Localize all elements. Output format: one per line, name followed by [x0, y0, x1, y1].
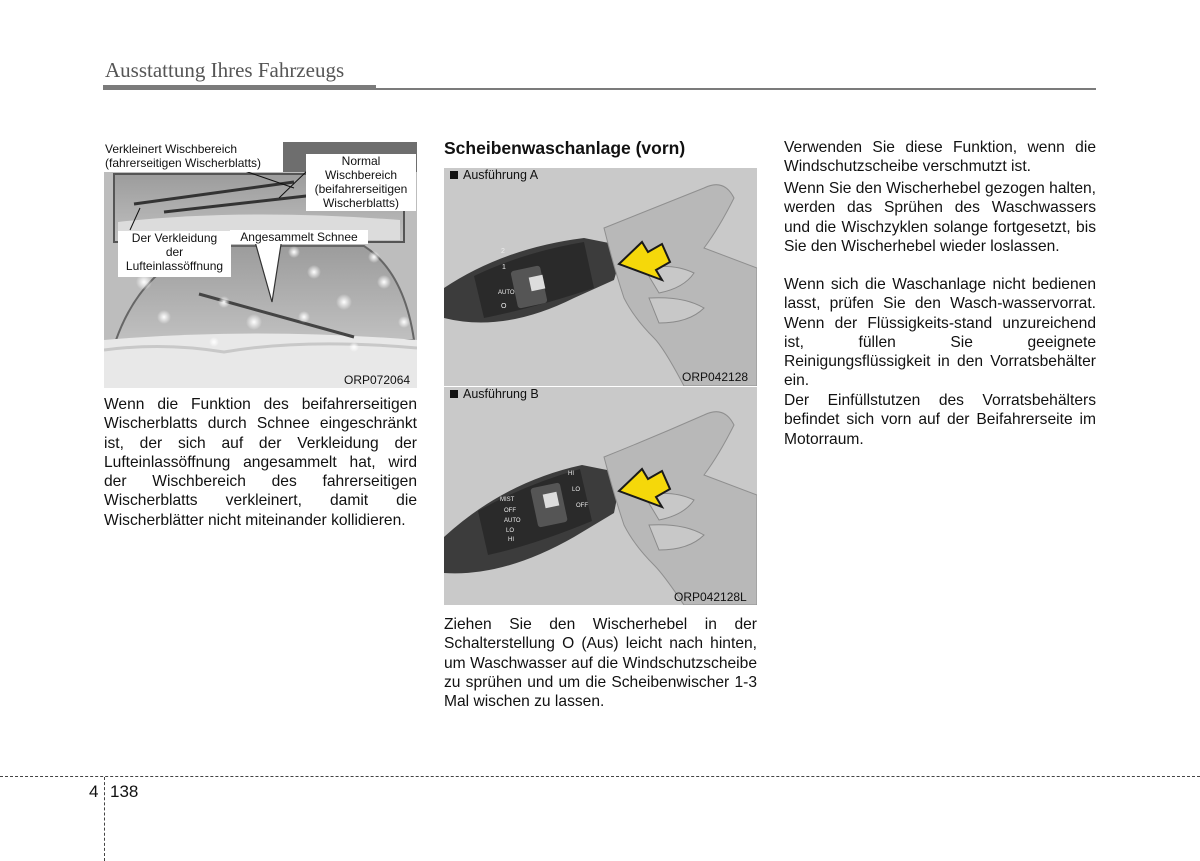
column3-paragraph-3: Wenn sich die Waschanlage nicht bedienen lasst, prüfen Sie den Wasch-wasservorrat. Wenn der Flüssigkeits-stand unzureichend ist, füllen Sie geeignete Reinigungsflüssigkeit in den Vorratsbehälter ein. — [784, 276, 1096, 390]
stalk-marking-auto: AUTO — [504, 518, 521, 524]
column3-paragraph-2: Wenn Sie den Wischerhebel gezogen halten, werden das Sprühen des Waschwassers und die Wischzyklen solange fortgesetzt, bis Sie den Wischerhebel wieder loslassen. — [784, 180, 1096, 255]
stalk-marking-hi: HI — [508, 537, 514, 543]
stalk-marking-auto: AUTO — [498, 290, 515, 296]
callout-normal-wipe-area: Normal Wischbereich (beifahrerseitigen Wischerblatts) — [306, 154, 416, 211]
figure-code: ORP072064 — [344, 373, 411, 387]
stalk-marking-off: OFF — [504, 508, 516, 514]
stalk-marking-o: O — [501, 303, 507, 310]
stalk-marking-1: 1 — [502, 264, 506, 271]
column3-paragraph-1: Verwenden Sie diese Funktion, wenn die Windschutzscheibe verschmutzt ist. — [784, 139, 1096, 176]
figure-code: ORP042128 — [682, 370, 749, 384]
page-number: 138 — [110, 782, 139, 801]
section-heading: Scheibenwaschanlage (vorn) — [444, 138, 686, 158]
stalk-marking-lo: LO — [506, 528, 515, 534]
chapter-number: 4 — [89, 782, 99, 801]
stalk-side-hi: HI — [568, 471, 574, 477]
stalk-marking-2: 2 — [501, 248, 505, 255]
figure-code: ORP042128L — [674, 590, 747, 604]
column3-paragraph-4: Der Einfüllstutzen des Vorratsbehälters befindet sich vorn auf der Beifahrerseite im Motorraum. — [784, 392, 1096, 448]
stalk-marking-mist: MIST — [500, 497, 515, 503]
footer-divider — [104, 777, 105, 861]
wiper-stalk-figure-b — [444, 387, 757, 605]
windshield-figure — [104, 142, 417, 388]
stalk-side-off: OFF — [576, 503, 588, 509]
variant-label-b: Ausführung B — [450, 387, 539, 401]
column2-paragraph: Ziehen Sie den Wischerhebel in der Schalterstellung O (Aus) leicht nach hinten, um Waschwasser auf die Windschutzscheibe zu sprühen und um die Scheibenwischer 1-3 Mal wischen zu lassen. — [444, 616, 757, 711]
callout-cowl-panel: Der Verkleidung der Lufteinlassöffnung — [118, 231, 231, 277]
variant-label-a: Ausführung A — [450, 168, 538, 182]
stalk-illustration-b — [444, 387, 757, 605]
stalk-illustration-a — [444, 168, 757, 386]
callout-accumulated-snow: Angesammelt Schnee — [230, 230, 368, 244]
square-bullet-icon — [450, 171, 458, 179]
header-rule — [103, 85, 1096, 91]
square-bullet-icon — [450, 390, 458, 398]
stalk-side-lo: LO — [572, 487, 581, 493]
callout-reduced-wipe-area: Verkleinert Wischbereich (fahrerseitigen Wischerblatts) — [104, 142, 283, 172]
wiper-stalk-figure-a — [444, 168, 757, 386]
footer-rule — [0, 776, 1200, 777]
header-title: Ausstattung Ihres Fahrzeugs — [105, 58, 345, 82]
column1-paragraph: Wenn die Funktion des beifahrerseitigen Wischerblatts durch Schnee eingeschränkt ist, der sich auf der Verkleidung der Lufteinlassöffnung angesammelt hat, wird der Wischbereich des fahrerseitigen Wischerblatts verkleinert, damit die Wischerblätter nicht miteinander kollidieren. — [104, 396, 417, 529]
